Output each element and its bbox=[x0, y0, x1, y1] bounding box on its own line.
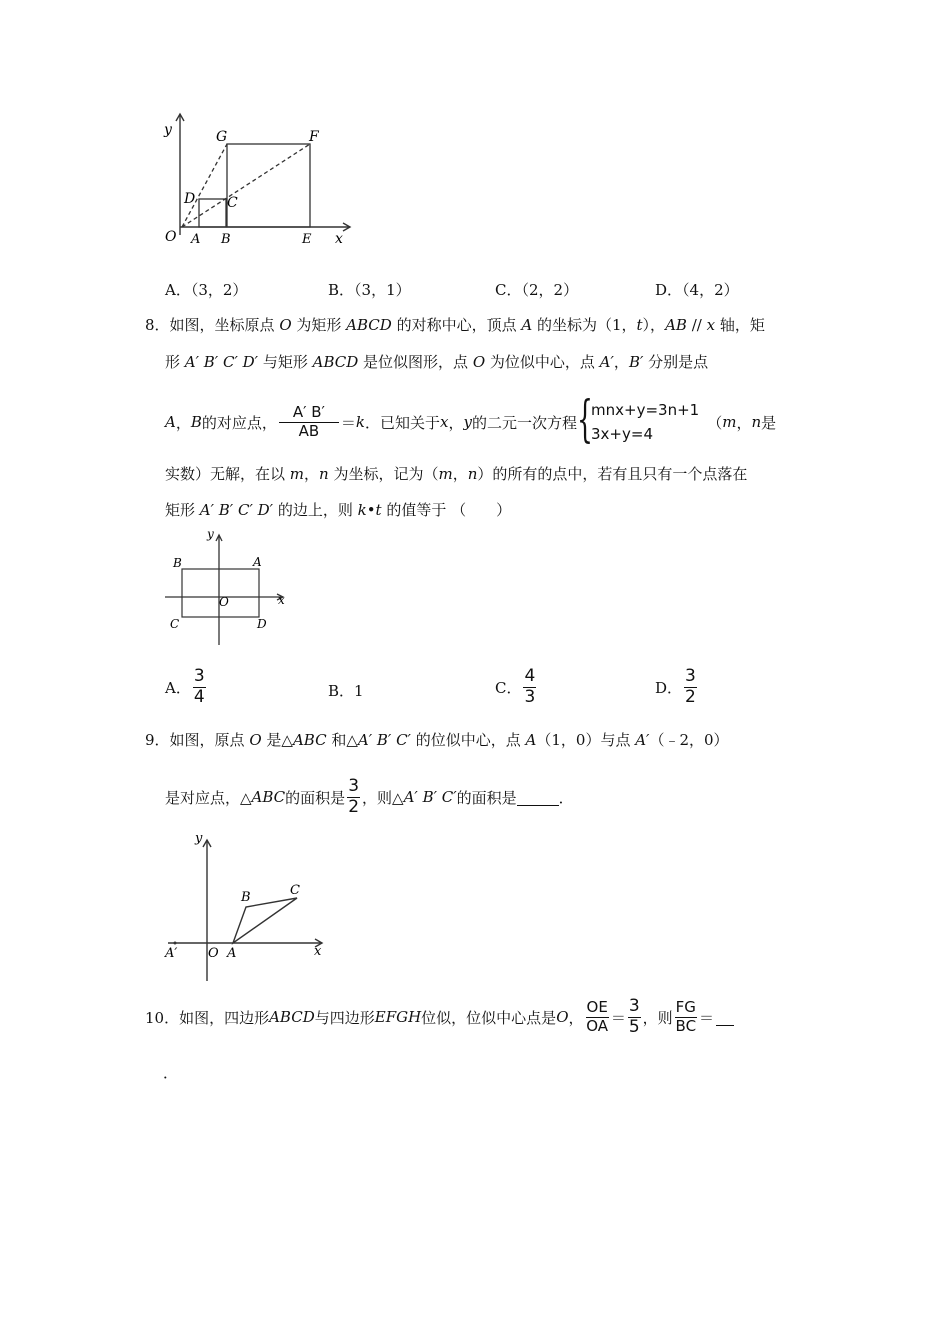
q9-label-x: x bbox=[314, 944, 322, 959]
q8-ratio-fraction: $\frac{A' B'}{AB}$ bbox=[279, 405, 339, 440]
q7-option-d: D．（4，2） bbox=[655, 281, 739, 299]
q7-label-O: O bbox=[165, 229, 177, 245]
q8-label-B: B bbox=[173, 556, 182, 570]
q7-label-G: G bbox=[216, 129, 228, 145]
q9-answer-blank[interactable] bbox=[517, 789, 559, 806]
q9-label-C: C bbox=[290, 883, 300, 898]
q9-line1: 9．如图，原点 O 是△ABC 和△A′ B′ C′ 的位似中心，点 A（1，0）与点 A′（﹣2，0） bbox=[145, 731, 729, 749]
q9-figure bbox=[160, 826, 335, 986]
q9-label-A-prime: A′ bbox=[165, 946, 178, 961]
q8-label-C: C bbox=[170, 617, 180, 631]
q7-axes bbox=[176, 114, 350, 235]
q8-label-D: D bbox=[257, 617, 267, 631]
q8-equation-system: { mnx+y=3n+1 3x+y=4 bbox=[577, 390, 700, 448]
q10-line1: 10．如图，四边形 ABCD 与四边形 EFGH 位似，位似中心点是 O ， $\frac{OE}{OA}$ ＝ $\frac{3}{5}$ ，则 $\frac{FG}{BC}$ ＝ bbox=[145, 995, 734, 1039]
q8-label-x: x bbox=[278, 593, 285, 607]
q9-label-A: A bbox=[227, 946, 237, 961]
q8-option-c: C． $\frac{4}{3}$ bbox=[495, 666, 536, 707]
q7-label-A: A bbox=[191, 232, 201, 247]
q8-option-a: A． $\frac{3}{4}$ bbox=[165, 666, 205, 707]
q8-figure bbox=[160, 525, 295, 647]
q7-label-F: F bbox=[309, 129, 319, 145]
q9-label-O: O bbox=[208, 946, 219, 961]
q8-line3: A ， B 的对应点， $\frac{A' B'}{AB}$ ＝ k ．已知关于 x ， y 的二元一次方程 { mnx+y=3n+1 3x+y=4 （ m ， n 是 bbox=[165, 390, 777, 448]
q10-fraction-FG-BC: $\frac{FG}{BC}$ bbox=[675, 997, 697, 1035]
q7-option-a: A．（3，2） bbox=[165, 281, 248, 299]
q7-option-c: C．（2，2） bbox=[495, 281, 579, 299]
q8-label-A: A bbox=[253, 555, 262, 569]
q7-label-E: E bbox=[302, 232, 312, 247]
q7-shapes bbox=[182, 144, 310, 227]
q7-label-D: D bbox=[184, 191, 196, 207]
q9-label-B: B bbox=[241, 890, 251, 905]
q9-label-y: y bbox=[195, 831, 203, 846]
q7-option-b: B．（3，1） bbox=[328, 281, 411, 299]
q10-answer-blank[interactable] bbox=[716, 1009, 734, 1026]
q7-label-y: y bbox=[164, 122, 172, 138]
q9-area-fraction: $\frac{3}{2}$ bbox=[348, 775, 360, 817]
q8-line1: 8．如图，坐标原点 O 为矩形 ABCD 的对称中心，顶点 A 的坐标为（1，t），AB // x 轴，矩 bbox=[145, 316, 765, 334]
q7-figure bbox=[155, 110, 365, 250]
q8-option-c-fraction: $\frac{4}{3}$ bbox=[524, 666, 536, 707]
q8-line2: 形 A′ B′ C′ D′ 与矩形 ABCD 是位似图形，点 O 为位似中心，点 A′，B′ 分别是点 bbox=[165, 353, 709, 371]
q8-line5: 矩形 A′ B′ C′ D′ 的边上，则 k•t 的值等于 （ ） bbox=[165, 501, 512, 519]
q7-label-C: C bbox=[227, 195, 238, 211]
q9-line2: 是对应点，△ ABC 的面积是 $\frac{3}{2}$ ，则△ A′ B′ C′ 的面积是 ． bbox=[165, 775, 574, 817]
q8-option-a-fraction: $\frac{3}{4}$ bbox=[193, 666, 205, 707]
q9-point-A-prime bbox=[174, 942, 177, 945]
q8-label-O: O bbox=[219, 595, 229, 609]
q8-option-d-fraction: $\frac{3}{2}$ bbox=[685, 666, 696, 707]
q8-line4: 实数）无解，在以 m，n 为坐标，记为（m，n）的所有的点中，若有且只有一个点落在 bbox=[165, 465, 748, 483]
q10-line2: ． bbox=[163, 1064, 179, 1082]
q8-label-y: y bbox=[207, 527, 214, 541]
q7-label-B: B bbox=[221, 232, 231, 247]
q10-fraction-OE-OA: $\frac{OE}{OA}$ bbox=[586, 997, 609, 1035]
q10-fraction-3-5: $\frac{3}{5}$ bbox=[628, 995, 640, 1037]
q8-option-d: D． $\frac{3}{2}$ bbox=[655, 666, 696, 707]
q8-option-b: B．1 bbox=[328, 682, 364, 700]
q7-label-x: x bbox=[335, 231, 343, 247]
q8-rectangle bbox=[182, 569, 259, 617]
